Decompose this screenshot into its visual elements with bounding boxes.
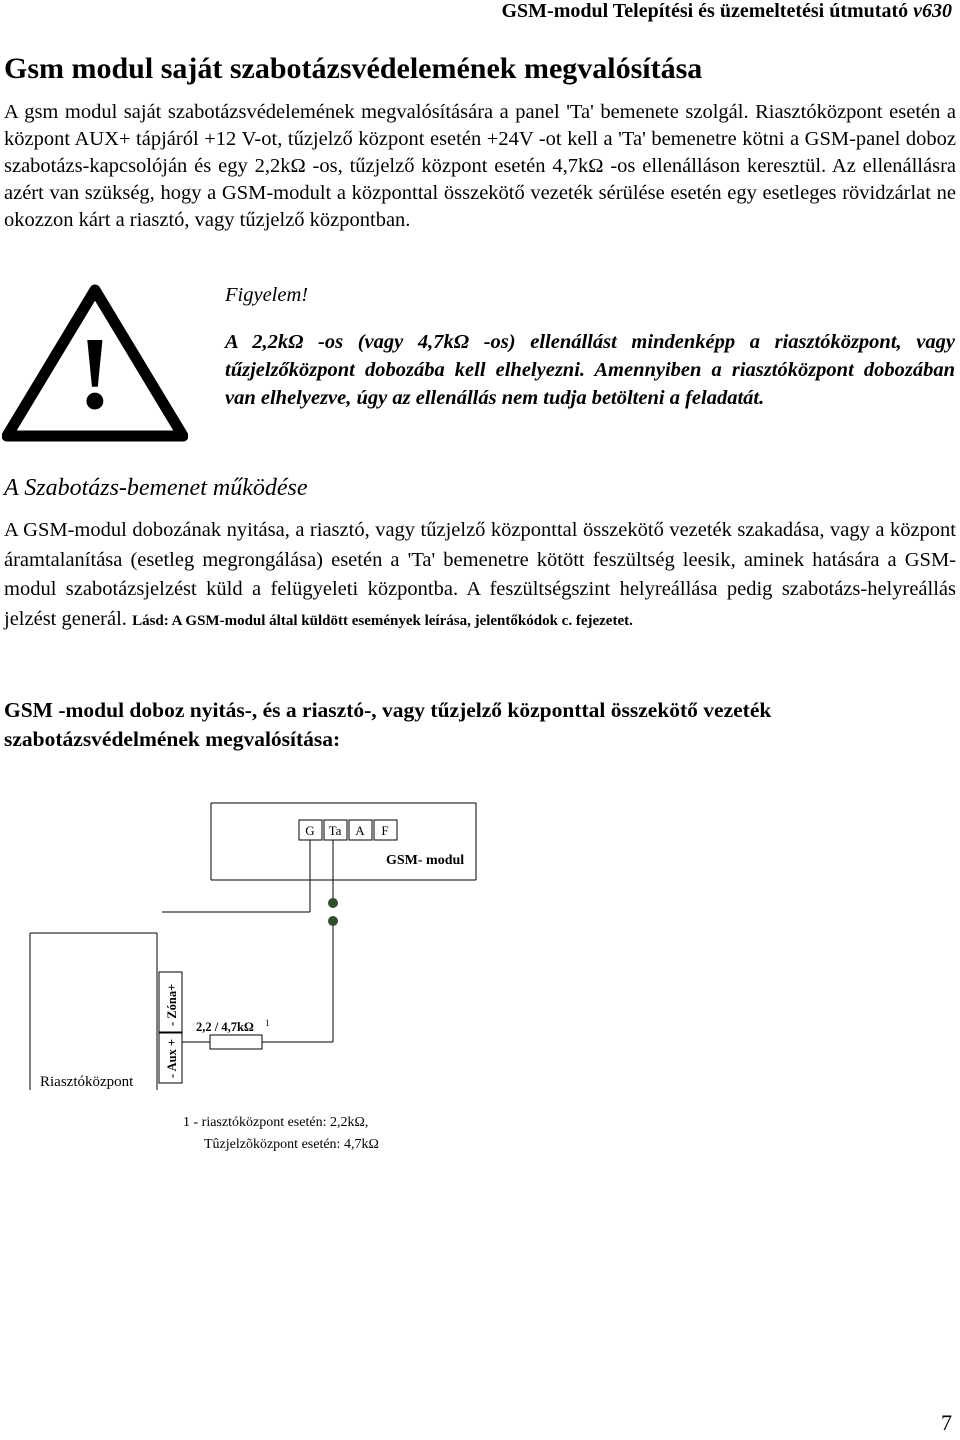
section-heading-wiring: GSM -modul doboz nyitás-, és a riasztó-, vagy tűzjelző központtal összekötő vezeték szabotázsvédelmének megvalósítása:: [4, 698, 772, 751]
zone-label: - Zóna+: [165, 983, 179, 1026]
page-number: 7: [941, 1410, 952, 1435]
alarm-panel-label: Riasztóközpont: [40, 1074, 134, 1090]
cross-reference: Lásd: A GSM-modul által küldött események leírása, jelentőkódok c. fejezetet.: [132, 612, 633, 629]
wiring-diagram: [0, 790, 960, 1170]
tamper-switch-contact-top: [328, 898, 338, 908]
paragraph-tamper-input: [4, 516, 956, 636]
footnote-line-1: 1 - riasztóközpont esetén: 2,2kΩ,: [183, 1115, 369, 1130]
warning-triangle-icon: [2, 284, 188, 442]
warning-title: Figyelem!: [225, 284, 309, 306]
terminal-label-a: A: [355, 823, 365, 838]
alarm-panel-box: [30, 933, 157, 1090]
footnote-line-2: Tûzjelzõközpont esetén: 4,7kΩ: [204, 1137, 379, 1152]
paragraph-tamper-protection: A gsm modul saját szabotázsvédelemének megvalósítására a panel 'Ta' bemenete szolgál. Riasztóközpont esetén a központ AUX+ tápjáról +12 V-ot, tűzjelző központ esetén +24V -ot kell a 'Ta' bemenetre kötni a GSM-panel doboz szabotázs-kapcsolóján és egy 2,2kΩ -os, tűzjelző központ esetén 4,7kΩ -os ellenálláson keresztül. Az ellenállásra azért van szükség, hogy a GSM-modult a központtal összekötő vezeték sérülése esetén egy esetleges rövidzárlat ne okozzon kárt a riasztó, vagy tűzjelző központban.: [4, 101, 956, 231]
section-heading-tamper-protection: Gsm modul saját szabotázsvédelemének megvalósítása: [4, 52, 703, 85]
section-heading-tamper-input: A Szabotázs-bemenet működése: [4, 475, 308, 501]
running-header: [501, 0, 952, 23]
warning-exclamation: !: [77, 316, 113, 431]
terminal-label-g: G: [305, 823, 315, 838]
terminal-label-ta: Ta: [328, 823, 342, 838]
resistor: [210, 1035, 262, 1049]
resistor-label: 2,2 / 4,7kΩ: [196, 1020, 254, 1034]
warning-body: A 2,2kΩ -os (vagy 4,7kΩ -os) ellenállást mindenképp a riasztóközpont, vagy tűzjelzőközpont dobozába kell elhelyezni. Amennyiben a riasztóközpont dobozában van elhelyezve, úgy az ellenállás nem tudja betölteni a feladatát.: [225, 331, 955, 409]
gsm-module-box: [211, 803, 476, 880]
paragraph-tamper-input-text: A GSM-modul dobozának nyitása, a riasztó, vagy tűzjelző központtal összekötő vezeték szakadása, vagy a központ áramtalanítása (esetleg megrongálása) esetén a 'Ta' bemenetre kötött feszültség leesik, aminek hatására a GSM-modul szabotázsjelzést küld a felügyeleti központba. A feszültségszint helyreállása pedig szabotázs-helyreállás jelzést generál.: [4, 519, 956, 630]
gsm-module-label: GSM- modul: [386, 853, 465, 868]
header-title: GSM-modul Telepítési és üzemeltetési útmutató: [501, 0, 914, 22]
resistor-footnote-mark: 1: [265, 1018, 270, 1028]
tamper-switch-contact-bottom: [328, 916, 338, 926]
header-version: v630: [913, 0, 952, 22]
terminal-block: [299, 820, 397, 840]
terminal-label-f: F: [381, 823, 389, 838]
aux-label: - Aux +: [165, 1038, 179, 1078]
